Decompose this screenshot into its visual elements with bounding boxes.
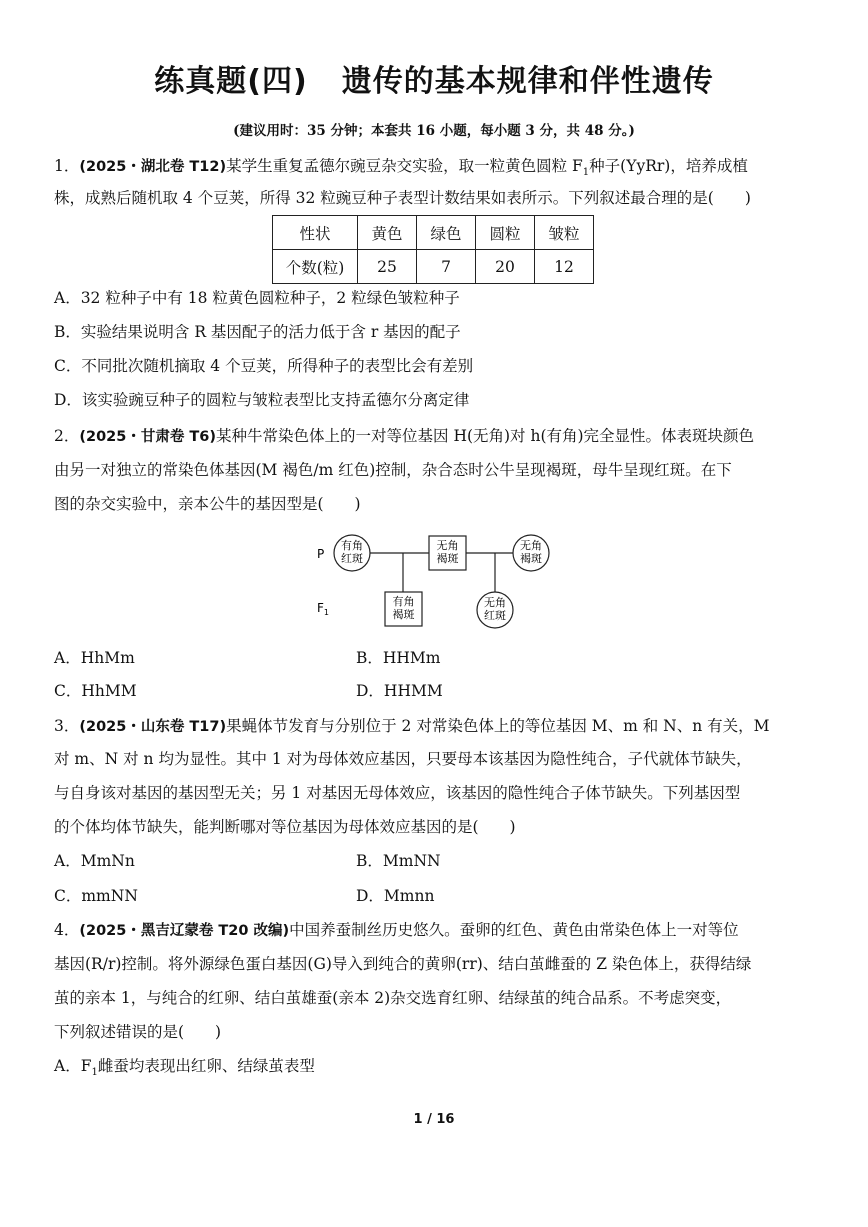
table-row (273, 250, 594, 284)
q3-source: (2025・山东卷 T17) (79, 719, 227, 735)
q2-source: (2025・甘肃卷 T6) (79, 429, 217, 445)
table-cell: 皱粒 (535, 216, 594, 250)
title-part2: 遗传的基本规律和伴性遗传 (341, 64, 714, 99)
q1-option-d[interactable]: D．该实验豌豆种子的圆粒与皱粒表型比支持孟德尔分离定律 (54, 391, 470, 409)
q1-option-c[interactable]: C．不同批次随机摘取 4 个豆荚，所得种子的表型比会有差别 (54, 357, 474, 375)
svg-text:红斑: 红斑 (484, 609, 506, 622)
q3-line3: 与自身该对基因的基因型无关；另 1 对基因无母体效应，该基因的隐性纯合子体节缺失。下列基因型 (54, 784, 741, 802)
q4-line4: 下列叙述错误的是( ) (54, 1023, 222, 1041)
title-part1: 练真题(四) (154, 64, 308, 99)
q3-line4: 的个体均体节缺失，能判断哪对等位基因为母体效应基因的是( ) (54, 818, 516, 836)
table-cell: 黄色 (358, 216, 417, 250)
q1-line2: 株，成熟后随机取 4 个豆荚，所得 32 粒豌豆种子表型计数结果如表所示。下列叙述最合理的是( ) (54, 189, 751, 207)
q1-table (272, 215, 594, 284)
q2-option-b[interactable]: B．HHMm (356, 649, 441, 667)
q4-line2: 基因(R/r)控制。将外源绿色蛋白基因(G)导入到纯合的黄卵(rr)、结白茧雌蚕的 Z 染色体上，获得结绿 (54, 955, 752, 973)
gen-p-label: P (317, 547, 325, 561)
svg-text:有角: 有角 (392, 595, 415, 608)
q2-line2: 由另一对独立的常染色体基因(M 褐色/m 红色)控制，杂合态时公牛呈现褐斑，母牛呈现红斑。在下 (54, 461, 732, 479)
q3-line2: 对 m、N 对 n 均为显性。其中 1 对为母体效应基因，只要母本该基因为隐性纯合，子代就体节缺失， (54, 750, 752, 768)
f1-male-symbol (385, 592, 422, 626)
q1-source: (2025・湖北卷 T12) (79, 159, 227, 175)
q2-number: 2． (54, 427, 80, 445)
q2-option-a[interactable]: A．HhMm (54, 649, 135, 667)
p-female-symbol (334, 535, 370, 571)
table-header-row (273, 216, 594, 250)
q1-option-b[interactable]: B．实验结果说明含 R 基因配子的活力低于含 r 基因的配子 (54, 323, 461, 341)
q1-line1: 1．(2025・湖北卷 T12)某学生重复孟德尔豌豆杂交实验，取一粒黄色圆粒 $F_1$种子(YyRr)，培养成植 (54, 157, 748, 179)
q4-number: 4． (54, 921, 80, 939)
svg-text:褐斑: 褐斑 (436, 552, 459, 565)
q1-number: 1． (54, 157, 80, 175)
q2-line3: 图的杂交实验中，亲本公牛的基因型是( ) (54, 495, 361, 513)
q4-source: (2025・黑吉辽蒙卷 T20 改编) (79, 923, 290, 939)
svg-text:褐斑: 褐斑 (392, 608, 415, 621)
table-cell: 圆粒 (476, 216, 535, 250)
table-cell: 个数(粒) (273, 250, 358, 284)
q3-option-a[interactable]: A．MmNn (54, 852, 135, 870)
q3-line1: 3．(2025・山东卷 T17)果蝇体节发育与分别位于 2 对常染色体上的等位基因 M、m 和 N、n 有关，M (54, 717, 770, 735)
page-subtitle: (建议用时：35 分钟；本套共 16 小题，每小题 3 分，共 48 分。) (233, 123, 635, 139)
svg-text:红斑: 红斑 (341, 552, 363, 565)
q3-option-b[interactable]: B．MmNN (356, 852, 441, 870)
q4-option-a[interactable]: A．$F_1$雌蚕均表现出红卵、结绿茧表型 (54, 1057, 315, 1079)
q2-line1: 2．(2025・甘肃卷 T6)某种牛常染色体上的一对等位基因 H(无角)对 h(有角)完全显性。体表斑块颜色 (54, 427, 755, 445)
q2-option-d[interactable]: D．HHMM (356, 682, 443, 700)
page-title (0, 56, 868, 100)
q2-option-c[interactable]: C．HhMM (54, 682, 137, 700)
gen-f1-label: $F_1$ (317, 601, 329, 617)
q3-number: 3． (54, 717, 80, 735)
q3-option-c[interactable]: C．mmNN (54, 887, 138, 905)
table-cell: 12 (535, 250, 594, 284)
page-number: 1 / 16 (413, 1112, 455, 1127)
table-cell: 25 (358, 250, 417, 284)
table-cell: 绿色 (417, 216, 476, 250)
table-cell: 性状 (273, 216, 358, 250)
table-cell: 20 (476, 250, 535, 284)
q4-line3: 茧的亲本 1，与纯合的红卵、结白茧雄蚕(亲本 2)杂交选育红卵、结绿茧的纯合品系。不考虑突变， (54, 989, 732, 1007)
svg-text:无角: 无角 (520, 539, 542, 552)
pedigree-diagram (300, 528, 570, 636)
f1-female-symbol (477, 592, 513, 628)
q4-line1: 4．(2025・黑吉辽蒙卷 T20 改编)中国养蚕制丝历史悠久。蚕卵的红色、黄色由常染色体上一对等位 (54, 921, 739, 939)
svg-text:有角: 有角 (341, 539, 363, 552)
svg-text:无角: 无角 (484, 596, 506, 609)
p-male-symbol (429, 536, 466, 570)
p-female2-symbol (513, 535, 549, 571)
q3-option-d[interactable]: D．Mmnn (356, 887, 435, 905)
svg-text:无角: 无角 (436, 539, 459, 552)
table-cell: 7 (417, 250, 476, 284)
q1-option-a[interactable]: A．32 粒种子中有 18 粒黄色圆粒种子，2 粒绿色皱粒种子 (54, 289, 460, 307)
svg-text:褐斑: 褐斑 (520, 552, 542, 565)
